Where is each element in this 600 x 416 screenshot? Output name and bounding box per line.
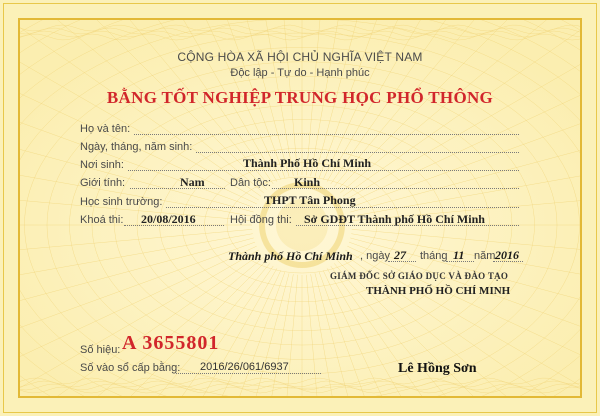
serial-number: A 3655801 <box>122 332 220 354</box>
month-label: tháng <box>420 250 448 262</box>
gender-value: Nam <box>180 175 205 189</box>
exam-label: Khoá thi: <box>80 214 124 226</box>
certificate-title: BẰNG TỐT NGHIỆP TRUNG HỌC PHỔ THÔNG <box>106 88 494 107</box>
issue-day: 27 <box>394 248 406 262</box>
issue-place: Thành phố Hồ Chí Minh <box>228 249 353 263</box>
gender-label: Giới tính: <box>80 177 126 189</box>
register-dots <box>176 373 321 374</box>
motto: Độc lập - Tự do - Hạnh phúc <box>230 67 370 79</box>
name-label: Họ và tên: <box>80 123 131 135</box>
year-label: năm <box>474 250 496 262</box>
birthplace-label: Nơi sinh: <box>80 159 124 171</box>
school-label: Học sinh trường: <box>80 196 163 208</box>
council-label: Hội đồng thi: <box>230 214 292 226</box>
dob-dots <box>196 152 519 153</box>
birthplace-value: Thành Phố Hồ Chí Minh <box>243 156 372 170</box>
issue-month: 11 <box>453 248 465 262</box>
signer-org: THÀNH PHỐ HỒ CHÍ MINH <box>366 285 511 297</box>
name-dots <box>134 134 519 135</box>
signer-name: Lê Hồng Sơn <box>398 361 477 376</box>
signer-title: GIÁM ĐỐC SỞ GIÁO DỤC VÀ ĐÀO TẠO <box>330 271 509 281</box>
exam-value: 20/08/2016 <box>141 212 196 226</box>
register-label: Số vào sổ cấp bằng: <box>80 362 181 374</box>
dob-label: Ngày, tháng, năm sinh: <box>80 141 193 153</box>
day-label: , ngày <box>360 250 390 262</box>
national-header: CỘNG HÒA XÃ HỘI CHỦ NGHĨA VIỆT NAM <box>177 50 423 64</box>
register-number: 2016/26/061/6937 <box>200 361 289 373</box>
gender-dots <box>130 188 225 189</box>
serial-label: Số hiệu: <box>80 344 121 356</box>
ethnicity-label: Dân tộc: <box>230 177 271 189</box>
school-value: THPT Tân Phong <box>264 193 356 207</box>
ethnicity-value: Kinh <box>294 175 321 189</box>
council-value: Sở GDĐT Thành phố Hồ Chí Minh <box>304 212 485 226</box>
issue-year: 2016 <box>495 248 519 262</box>
